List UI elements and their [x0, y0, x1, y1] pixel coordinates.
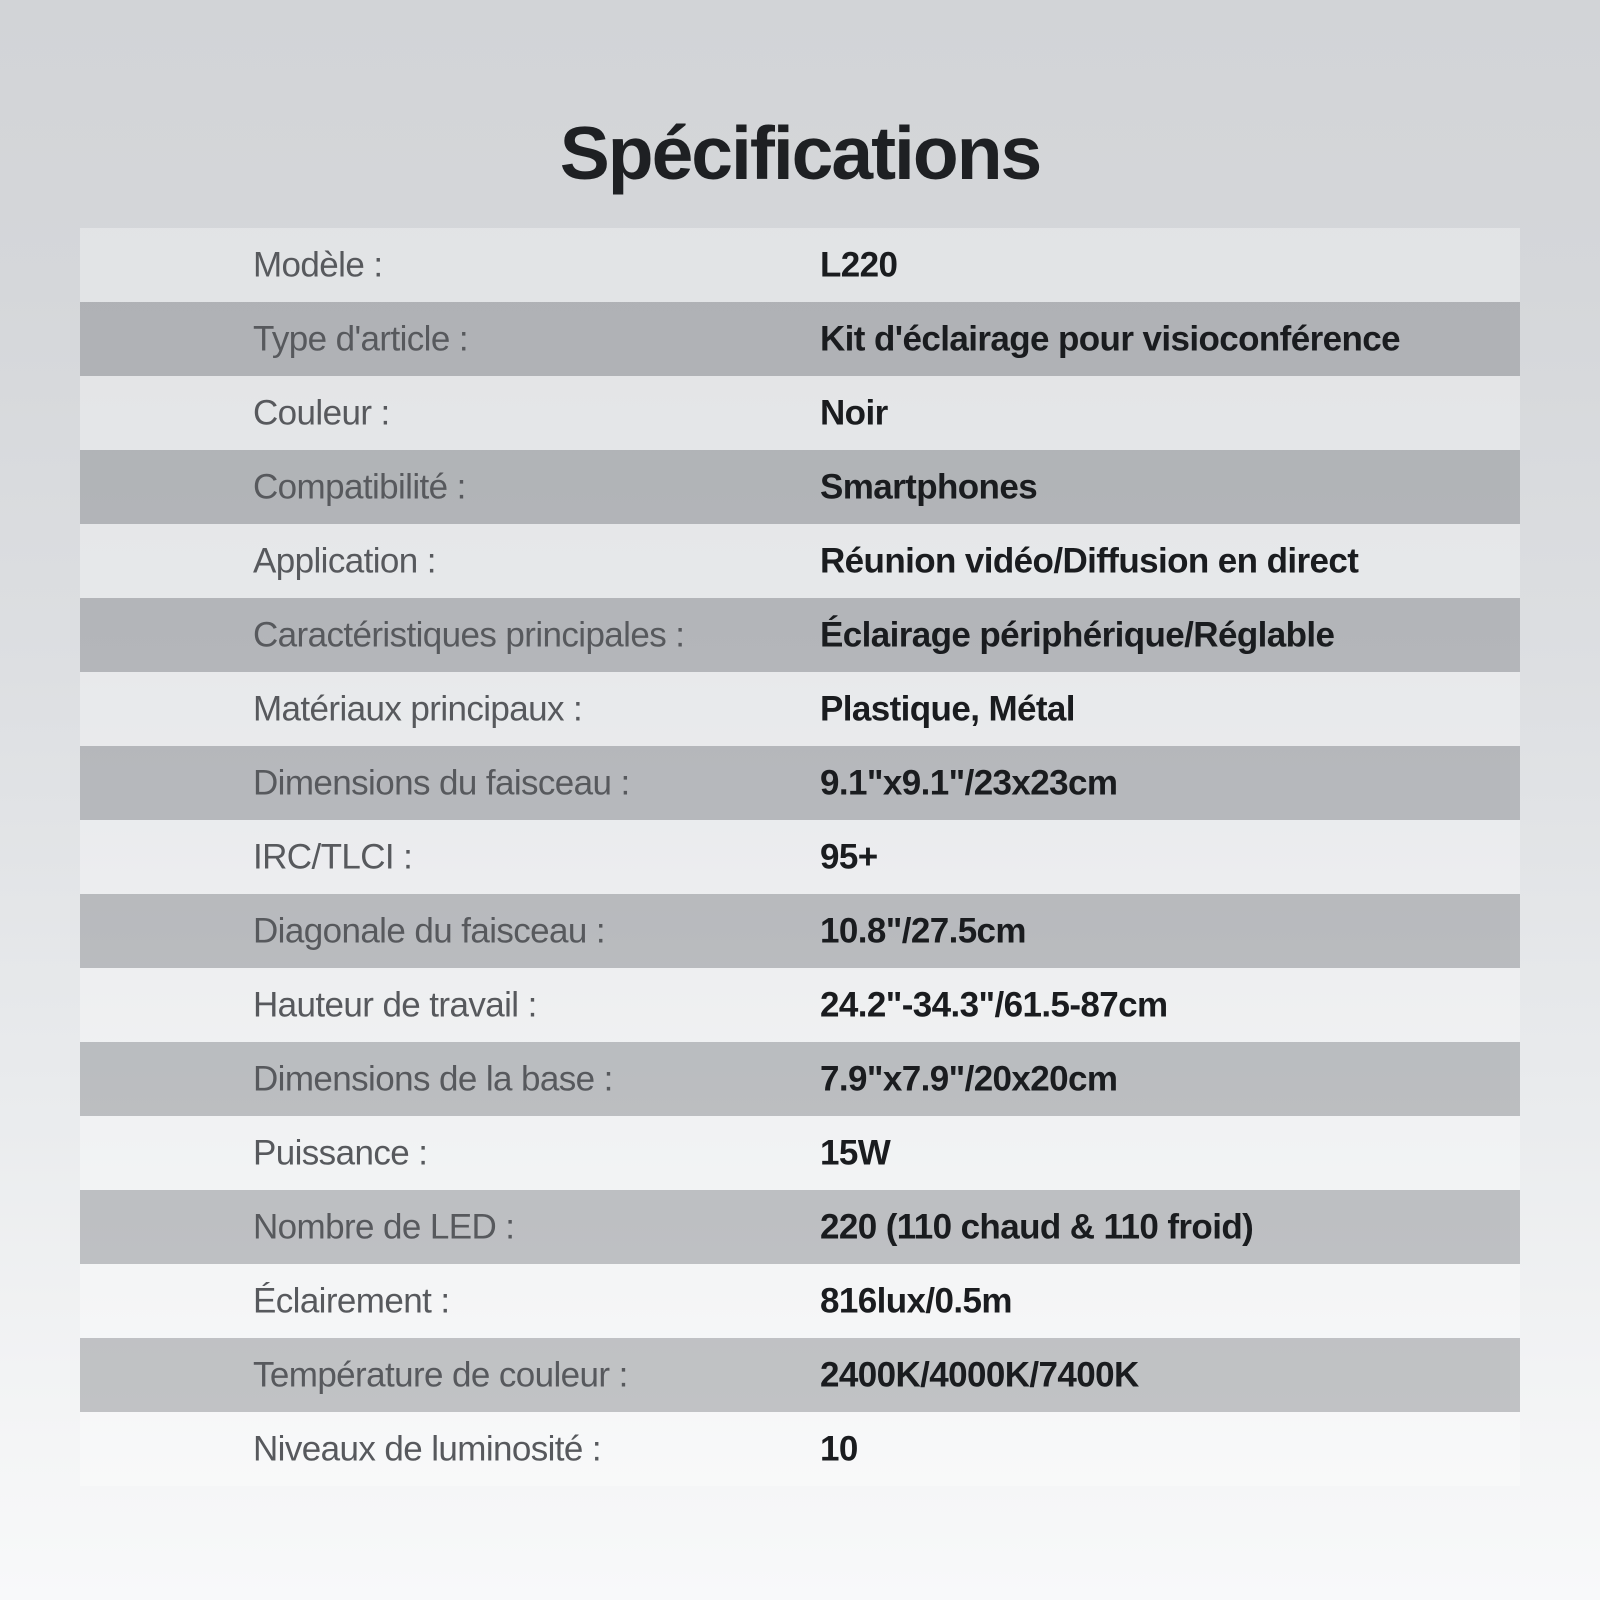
table-row — [80, 302, 1520, 376]
spec-value: 10.8"/27.5cm — [820, 911, 1026, 951]
spec-value: L220 — [820, 245, 898, 285]
spec-value: 24.2"-34.3"/61.5-87cm — [820, 985, 1168, 1025]
spec-label: Nombre de LED : — [253, 1207, 515, 1247]
spec-label: Hauteur de travail : — [253, 985, 537, 1025]
spec-value: 15W — [820, 1133, 891, 1173]
page-title: Spécifications — [559, 111, 1041, 195]
spec-label: Température de couleur : — [253, 1355, 628, 1395]
table-row — [80, 598, 1520, 672]
table-row — [80, 894, 1520, 968]
table-row — [80, 820, 1520, 894]
table-row — [80, 1264, 1520, 1338]
spec-value: Réunion vidéo/Diffusion en direct — [820, 541, 1359, 581]
spec-label: Dimensions de la base : — [253, 1059, 613, 1099]
table-row — [80, 1190, 1520, 1264]
table-row — [80, 228, 1520, 302]
spec-value: Noir — [820, 393, 888, 433]
table-row — [80, 1412, 1520, 1486]
spec-label: Puissance : — [253, 1133, 428, 1173]
table-row — [80, 376, 1520, 450]
spec-value: Kit d'éclairage pour visioconférence — [820, 319, 1400, 359]
spec-label: Application : — [253, 541, 436, 581]
spec-label: Modèle : — [253, 245, 383, 285]
spec-value: 2400K/4000K/7400K — [820, 1355, 1139, 1395]
spec-value: 816lux/0.5m — [820, 1281, 1012, 1321]
table-row — [80, 672, 1520, 746]
spec-value: 9.1"x9.1"/23x23cm — [820, 763, 1118, 803]
spec-value: 10 — [820, 1429, 858, 1469]
table-row — [80, 968, 1520, 1042]
spec-label: IRC/TLCI : — [253, 837, 413, 877]
spec-value: Éclairage périphérique/Réglable — [820, 615, 1335, 655]
spec-value: 95+ — [820, 837, 878, 877]
table-row — [80, 1116, 1520, 1190]
table-row — [80, 450, 1520, 524]
table-row — [80, 1338, 1520, 1412]
table-row — [80, 524, 1520, 598]
spec-value: Plastique, Métal — [820, 689, 1075, 729]
spec-label: Type d'article : — [253, 319, 468, 359]
spec-label: Éclairement : — [253, 1281, 450, 1321]
spec-label: Diagonale du faisceau : — [253, 911, 606, 951]
spec-label: Niveaux de luminosité : — [253, 1429, 602, 1469]
spec-table — [80, 228, 1520, 1486]
spec-label: Caractéristiques principales : — [253, 615, 685, 655]
spec-label: Couleur : — [253, 393, 390, 433]
spec-value: Smartphones — [820, 467, 1038, 507]
spec-label: Compatibilité : — [253, 467, 466, 507]
table-row — [80, 746, 1520, 820]
spec-label: Matériaux principaux : — [253, 689, 583, 729]
spec-value: 220 (110 chaud & 110 froid) — [820, 1207, 1254, 1247]
table-row — [80, 1042, 1520, 1116]
spec-value: 7.9"x7.9"/20x20cm — [820, 1059, 1118, 1099]
spec-label: Dimensions du faisceau : — [253, 763, 630, 803]
